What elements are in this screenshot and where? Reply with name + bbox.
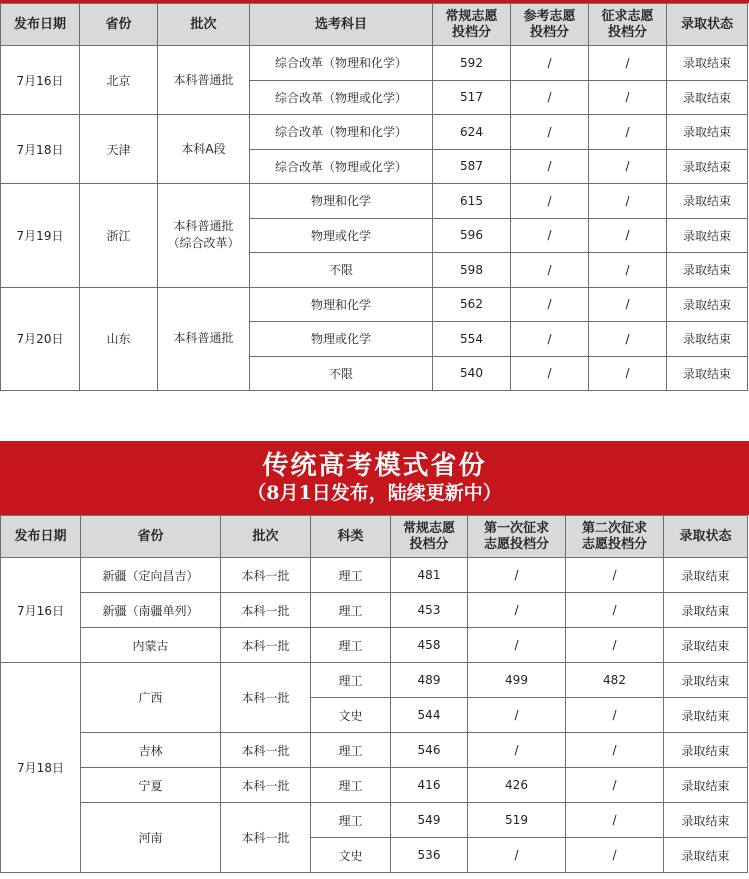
second-score-cell: / [468, 733, 566, 768]
new-gaokao-score-table [0, 3, 748, 391]
table-header-row [1, 4, 748, 46]
regular-score-cell: 416 [391, 768, 468, 803]
province-cell: 北京 [80, 46, 158, 115]
date-cell: 7月18日 [1, 663, 81, 873]
regular-score-cell: 596 [433, 218, 511, 253]
third-score-cell: 482 [566, 663, 664, 698]
province-cell: 内蒙古 [81, 628, 221, 663]
third-score-cell: / [566, 803, 664, 838]
second-score-cell: / [468, 628, 566, 663]
batch-cell: 本科A段 [158, 115, 250, 184]
batch-cell: 本科一批 [221, 733, 311, 768]
third-score-cell: / [566, 558, 664, 593]
status-cell: 录取结束 [664, 698, 748, 733]
third-score-cell: / [566, 593, 664, 628]
status-cell: 录取结束 [664, 628, 748, 663]
second-score-cell: / [511, 80, 589, 115]
third-score-cell: / [589, 184, 667, 219]
regular-score-cell: 458 [391, 628, 468, 663]
province-cell: 宁夏 [81, 768, 221, 803]
regular-score-cell: 546 [391, 733, 468, 768]
subject-cell: 物理和化学 [250, 287, 433, 322]
date-cell: 7月19日 [1, 184, 80, 288]
date-cell: 7月18日 [1, 115, 80, 184]
subject-cell: 物理或化学 [250, 322, 433, 357]
regular-score-cell: 624 [433, 115, 511, 150]
date-cell: 7月20日 [1, 287, 80, 391]
third-score-cell: / [589, 80, 667, 115]
status-cell: 录取结束 [667, 218, 748, 253]
table-row [1, 558, 748, 593]
header-cell: 常规志愿 投档分 [433, 4, 511, 46]
second-score-cell: 426 [468, 768, 566, 803]
subject-cell: 综合改革（物理和化学） [250, 46, 433, 81]
regular-score-cell: 536 [391, 838, 468, 873]
third-score-cell: / [589, 46, 667, 81]
second-score-cell: 519 [468, 803, 566, 838]
header-cell: 发布日期 [1, 516, 81, 558]
regular-score-cell: 489 [391, 663, 468, 698]
table-row [1, 184, 748, 219]
second-score-cell: / [468, 593, 566, 628]
header-cell: 征求志愿 投档分 [589, 4, 667, 46]
status-cell: 录取结束 [664, 663, 748, 698]
third-score-cell: / [589, 253, 667, 288]
regular-score-cell: 549 [391, 803, 468, 838]
table-row [1, 733, 748, 768]
header-cell: 选考科目 [250, 4, 433, 46]
status-cell: 录取结束 [664, 838, 748, 873]
status-cell: 录取结束 [667, 80, 748, 115]
province-cell: 新疆（南疆单列） [81, 593, 221, 628]
status-cell: 录取结束 [667, 46, 748, 81]
subject-cell: 不限 [250, 356, 433, 391]
traditional-gaokao-score-table [0, 515, 748, 873]
status-cell: 录取结束 [667, 149, 748, 184]
second-score-cell: / [511, 356, 589, 391]
status-cell: 录取结束 [664, 558, 748, 593]
subject-cell: 理工 [311, 628, 391, 663]
batch-cell: 本科一批 [221, 558, 311, 593]
header-cell: 批次 [221, 516, 311, 558]
banner-title: 传统高考模式省份 [262, 451, 487, 481]
table-row [1, 287, 748, 322]
regular-score-cell: 592 [433, 46, 511, 81]
subject-cell: 不限 [250, 253, 433, 288]
header-cell: 批次 [158, 4, 250, 46]
regular-score-cell: 562 [433, 287, 511, 322]
subject-cell: 综合改革（物理或化学） [250, 80, 433, 115]
header-cell: 第一次征求 志愿投档分 [468, 516, 566, 558]
table-row [1, 663, 748, 698]
status-cell: 录取结束 [667, 184, 748, 219]
third-score-cell: / [566, 628, 664, 663]
regular-score-cell: 517 [433, 80, 511, 115]
status-cell: 录取结束 [664, 768, 748, 803]
status-cell: 录取结束 [667, 356, 748, 391]
header-cell: 第二次征求 志愿投档分 [566, 516, 664, 558]
batch-cell: 本科一批 [221, 803, 311, 873]
header-cell: 省份 [81, 516, 221, 558]
second-score-cell: / [468, 558, 566, 593]
header-cell: 录取状态 [664, 516, 748, 558]
second-score-cell: / [511, 287, 589, 322]
regular-score-cell: 598 [433, 253, 511, 288]
province-cell: 山东 [80, 287, 158, 391]
banner-subtitle: （8月1日发布，陆续更新中） [247, 482, 502, 504]
date-cell: 7月16日 [1, 46, 80, 115]
province-cell: 河南 [81, 803, 221, 873]
batch-cell: 本科一批 [221, 768, 311, 803]
province-cell: 新疆（定向昌吉） [81, 558, 221, 593]
second-score-cell: / [511, 149, 589, 184]
table-row [1, 628, 748, 663]
status-cell: 录取结束 [664, 803, 748, 838]
header-cell: 参考志愿 投档分 [511, 4, 589, 46]
table-row [1, 593, 748, 628]
subject-cell: 综合改革（物理或化学） [250, 149, 433, 184]
province-cell: 天津 [80, 115, 158, 184]
batch-cell: 本科一批 [221, 628, 311, 663]
header-cell: 录取状态 [667, 4, 748, 46]
regular-score-cell: 540 [433, 356, 511, 391]
table-row [1, 46, 748, 81]
second-score-cell: / [511, 322, 589, 357]
second-score-cell: 499 [468, 663, 566, 698]
subject-cell: 文史 [311, 838, 391, 873]
second-score-cell: / [511, 115, 589, 150]
subject-cell: 物理和化学 [250, 184, 433, 219]
third-score-cell: / [589, 218, 667, 253]
header-cell: 常规志愿 投档分 [391, 516, 468, 558]
subject-cell: 理工 [311, 768, 391, 803]
status-cell: 录取结束 [667, 115, 748, 150]
status-cell: 录取结束 [667, 287, 748, 322]
subject-cell: 理工 [311, 803, 391, 838]
second-score-cell: / [468, 698, 566, 733]
third-score-cell: / [589, 149, 667, 184]
table-header-row [1, 516, 748, 558]
third-score-cell: / [589, 356, 667, 391]
subject-cell: 理工 [311, 663, 391, 698]
regular-score-cell: 615 [433, 184, 511, 219]
third-score-cell: / [566, 838, 664, 873]
second-score-cell: / [468, 838, 566, 873]
province-cell: 吉林 [81, 733, 221, 768]
table-row [1, 768, 748, 803]
status-cell: 录取结束 [664, 593, 748, 628]
subject-cell: 理工 [311, 593, 391, 628]
province-cell: 广西 [81, 663, 221, 733]
second-score-cell: / [511, 184, 589, 219]
subject-cell: 物理或化学 [250, 218, 433, 253]
status-cell: 录取结束 [667, 253, 748, 288]
date-cell: 7月16日 [1, 558, 81, 663]
second-score-cell: / [511, 218, 589, 253]
header-cell: 发布日期 [1, 4, 80, 46]
regular-score-cell: 481 [391, 558, 468, 593]
third-score-cell: / [566, 768, 664, 803]
batch-cell: 本科一批 [221, 663, 311, 733]
third-score-cell: / [589, 115, 667, 150]
batch-cell: 本科普通批 （综合改革） [158, 184, 250, 288]
traditional-gaokao-banner [0, 441, 749, 515]
regular-score-cell: 554 [433, 322, 511, 357]
subject-cell: 文史 [311, 698, 391, 733]
regular-score-cell: 587 [433, 149, 511, 184]
province-cell: 浙江 [80, 184, 158, 288]
third-score-cell: / [566, 698, 664, 733]
table-row [1, 115, 748, 150]
regular-score-cell: 544 [391, 698, 468, 733]
regular-score-cell: 453 [391, 593, 468, 628]
subject-cell: 理工 [311, 733, 391, 768]
batch-cell: 本科普通批 [158, 287, 250, 391]
header-cell: 科类 [311, 516, 391, 558]
batch-cell: 本科一批 [221, 593, 311, 628]
third-score-cell: / [566, 733, 664, 768]
third-score-cell: / [589, 287, 667, 322]
status-cell: 录取结束 [664, 733, 748, 768]
third-score-cell: / [589, 322, 667, 357]
status-cell: 录取结束 [667, 322, 748, 357]
header-cell: 省份 [80, 4, 158, 46]
subject-cell: 综合改革（物理和化学） [250, 115, 433, 150]
subject-cell: 理工 [311, 558, 391, 593]
batch-cell: 本科普通批 [158, 46, 250, 115]
table-row [1, 803, 748, 838]
second-score-cell: / [511, 46, 589, 81]
second-score-cell: / [511, 253, 589, 288]
